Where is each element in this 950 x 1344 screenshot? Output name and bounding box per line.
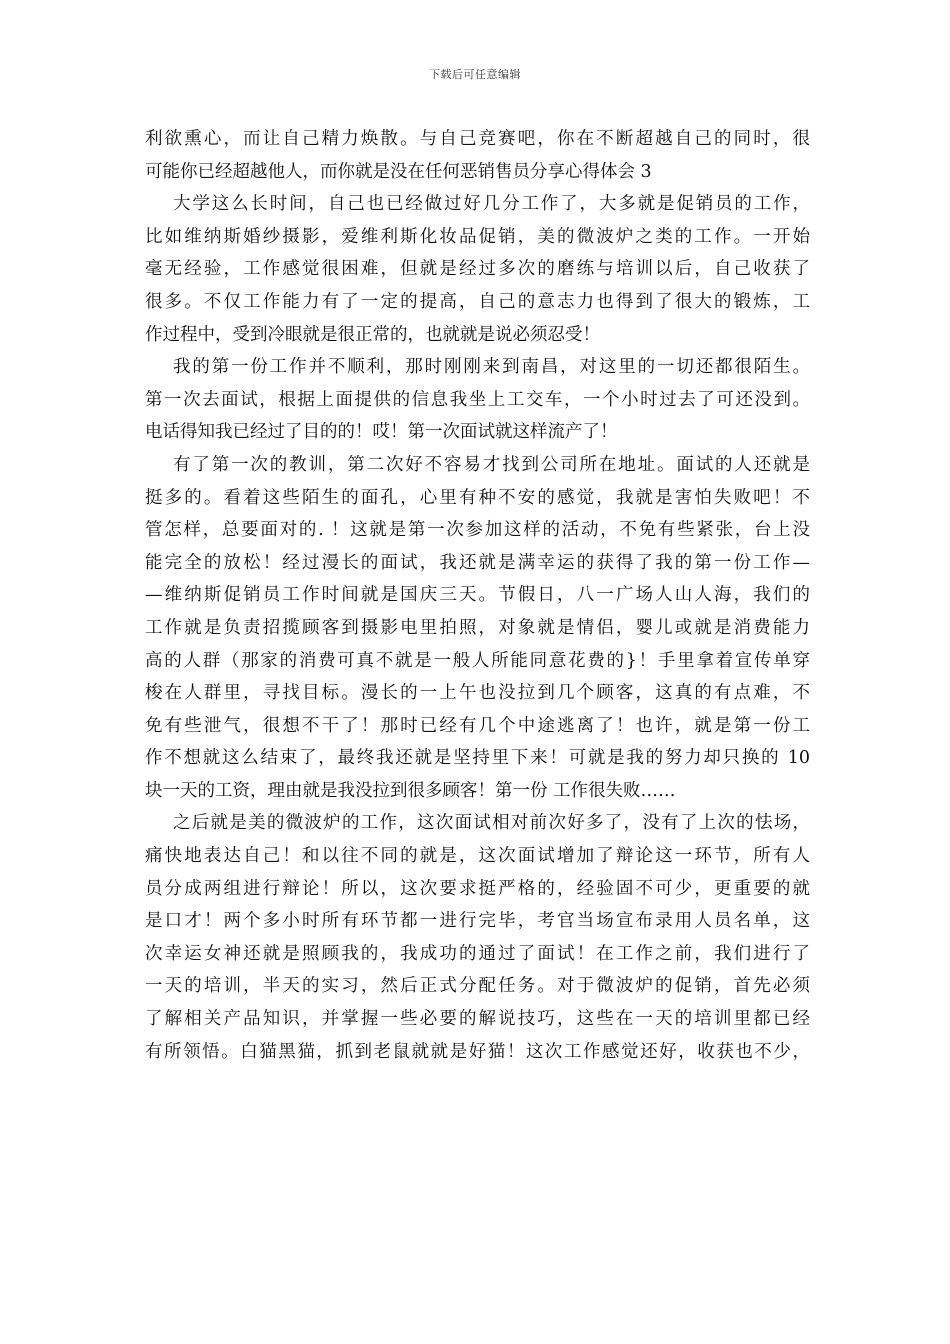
text-line: 了解相关产品知识，并掌握一些必要的解说技巧，这些在一天的培训里都已经: [145, 1009, 810, 1030]
text-line: —维纳斯促销员工作时间就是国庆三天。节假日，八一广场人山人海，我们的: [145, 585, 810, 606]
text-line: 高的人群（那家的消费可真不就是一般人所能同意花费的}！手里拿着宣传单穿: [145, 650, 810, 671]
page-header: 下载后可任意编辑: [429, 68, 521, 81]
text-line: 之后就是美的微波炉的工作，这次面试相对前次好多了，没有了上次的怯场，: [173, 813, 810, 834]
text-line: 很多。不仅工作能力有了一定的提高，自己的意志力也得到了很大的锻炼，工: [145, 291, 810, 312]
text-line: 痛快地表达自己！和以往不同的就是，这次面试增加了辩论这一环节，所有人: [145, 846, 810, 867]
text-line: 作过程中，受到冷眼就是很正常的，也就就是说必须忍受！: [145, 324, 600, 345]
text-line: 管怎样，总要面对的. ！这就是第一次参加这样的活动，不免有些紧张，台上没: [145, 520, 810, 541]
text-line: 块一天的工资，理由就是我没拉到很多顾客！第一份 工作很失败……: [145, 780, 676, 801]
text-line: 免有些泄气，很想不干了！那时已经有几个中途逃离了！也许，就是第一份工: [145, 715, 810, 736]
text-line: 毫无经验，工作感觉很困难，但就是经过多次的磨练与培训以后，自己收获了: [145, 259, 810, 280]
text-line: 有了第一次的教训，第二次好不容易才找到公司所在地址。面试的人还就是: [173, 454, 810, 475]
text-line: 有所领悟。白猫黑猫，抓到老鼠就就是好猫！这次工作感觉还好，收获也不少，: [145, 1041, 810, 1062]
text-line: 员分成两组进行辩论！所以，这次要求挺严格的，经验固不可少，更重要的就: [145, 878, 810, 899]
document-body: [145, 123, 810, 1068]
text-line: 大学这么长时间，自己也已经做过好几分工作了，大多就是促销员的工作，: [173, 194, 810, 215]
text-line: 是口才！两个多小时所有环节都一进行完毕，考官当场宣布录用人员名单，这: [145, 911, 810, 932]
text-line: 挺多的。看着这些陌生的面孔，心里有种不安的感觉，我就是害怕失败吧！不: [145, 487, 810, 508]
text-line: 一天的培训，半天的实习，然后正式分配任务。对于微波炉的促销，首先必须: [145, 976, 810, 997]
text-line: 我的第一份工作并不顺利，那时刚刚来到南昌，对这里的一切还都很陌生。: [173, 357, 810, 378]
text-line: 第一次去面试，根据上面提供的信息我坐上工交车，一个小时过去了可还没到。: [145, 389, 810, 410]
text-line: 梭在人群里，寻找目标。漫长的一上午也没拉到几个顾客，这真的有点难，不: [145, 683, 810, 704]
text-line: 工作就是负责招揽顾客到摄影电里拍照，对象就是情侣，婴儿或就是消费能力: [145, 617, 810, 638]
text-line: 电话得知我已经过了目的的！哎！第一次面试就这样流产了！: [145, 422, 618, 443]
text-line: 能完全的放松！经过漫长的面试，我还就是满幸运的获得了我的第一份工作—: [145, 552, 810, 573]
text-line: 比如维纳斯婚纱摄影，爱维利斯化妆品促销，美的微波炉之类的工作。一开始: [145, 226, 810, 247]
text-line: 可能你已经超越他人，而你就是没在任何恶销售员分享心得体会 3: [145, 161, 652, 182]
text-line: 次幸运女神还就是照顾我的，我成功的通过了面试！在工作之前，我们进行了: [145, 943, 810, 964]
text-line: 作不想就这么结束了，最终我还就是坚持里下来！可就是我的努力却只换的 10: [145, 748, 810, 769]
text-line: 利欲熏心，而让自己精力焕散。与自己竞赛吧，你在不断超越自己的同时，很: [145, 129, 810, 149]
